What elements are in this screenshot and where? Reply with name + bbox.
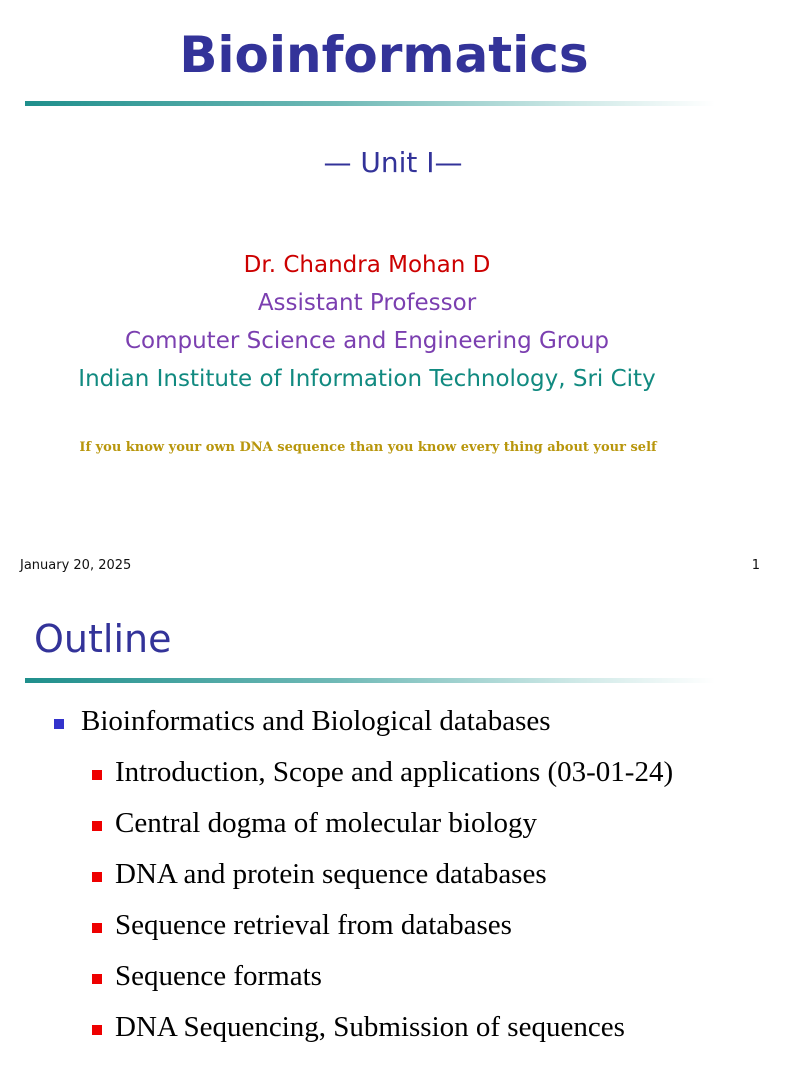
square-subbullet-icon	[92, 923, 102, 933]
outline-item	[0, 858, 768, 915]
square-subbullet-icon	[92, 872, 102, 882]
square-subbullet-icon	[92, 1025, 102, 1035]
outline-item-text: DNA and protein sequence databases	[115, 858, 547, 890]
outline-item-text: DNA Sequencing, Submission of sequences	[115, 1011, 625, 1043]
outline-item-text: Sequence formats	[115, 960, 322, 992]
square-subbullet-icon	[92, 770, 102, 780]
author-name: Dr. Chandra Mohan D	[243, 252, 491, 278]
outline-item	[0, 756, 768, 813]
square-bullet-icon	[54, 719, 64, 729]
outline-divider	[25, 678, 715, 683]
outline-item-text: Central dogma of molecular biology	[115, 807, 538, 839]
slide-title: Bioinformatics	[179, 26, 589, 84]
slide-date: January 20, 2025	[20, 558, 132, 573]
outline-slide	[0, 585, 768, 1043]
slide-quote: If you know your own DNA sequence than you know every thing about your self	[79, 440, 657, 455]
outline-item	[0, 909, 768, 966]
unit-label: — Unit I—	[323, 146, 463, 179]
outline-item	[0, 960, 768, 1017]
author-position: Assistant Professor	[257, 290, 477, 316]
outline-item	[0, 807, 768, 864]
author-institute: Indian Institute of Information Technology, Sri City	[78, 366, 656, 392]
square-subbullet-icon	[92, 821, 102, 831]
outline-item-text: Bioinformatics and Biological databases	[81, 705, 551, 737]
square-subbullet-icon	[92, 974, 102, 984]
outline-item-text: Introduction, Scope and applications (03-01-24)	[115, 756, 674, 788]
outline-title: Outline	[34, 617, 172, 661]
outline-item-text: Sequence retrieval from databases	[115, 909, 512, 941]
outline-item	[0, 705, 768, 762]
outline-item	[0, 1011, 768, 1068]
title-divider	[25, 101, 715, 106]
outline-list	[0, 705, 768, 1068]
author-department: Computer Science and Engineering Group	[124, 328, 610, 354]
slide-page-number: 1	[751, 558, 760, 573]
